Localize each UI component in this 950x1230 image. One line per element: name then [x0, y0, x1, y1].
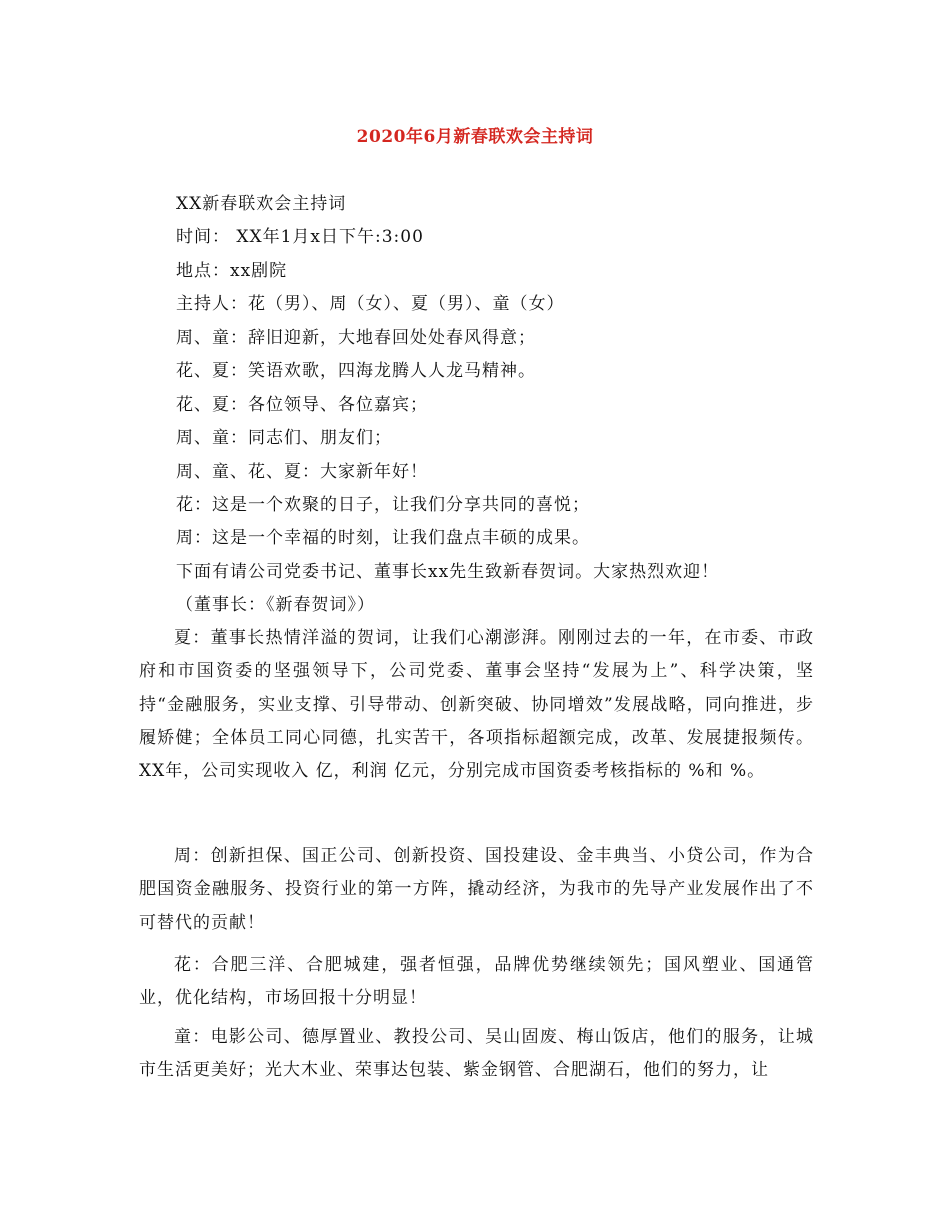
text-line: （董事长：《新春贺词》）: [176, 595, 375, 615]
text-line: 地点：xx剧院: [176, 261, 288, 281]
text-line: 花、夏：各位领导、各位嘉宾；: [176, 395, 428, 415]
text-line: 花、夏：笑语欢歌，四海龙腾人人龙马精神。: [176, 361, 536, 381]
body-paragraph: 周：创新担保、国正公司、创新投资、国投建设、金丰典当、小贷公司，作为合肥国资金融服务、投资行业的第一方阵，撬动经济，为我市的先导产业发展作出了不可替代的贡献！: [139, 846, 814, 933]
text-line: 时间： XX年1月x日下午:3:00: [176, 227, 424, 247]
body-paragraph: 夏：董事长热情洋溢的贺词，让我们心潮澎湃。刚刚过去的一年，在市委、市政府和市国资委的坚强领导下，公司党委、董事会坚持“发展为上”、科学决策，坚持“金融服务，实业支撑、引导带动、创新突破、协同增效”发展战略，同向推进，步履矫健；全体员工同心同德，扎实苦干，各项指标超额完成，改革、发展捷报频传。XX年，公司实现收入 亿，利润 亿元，分别完成市国资委考核指标的 %和 %。: [139, 628, 814, 782]
body-paragraph: 童：电影公司、德厚置业、教投公司、吴山固废、梅山饭店，他们的服务，让城市生活更美好；光大木业、荣事达包装、紫金钢管、合肥湖石，他们的努力，让: [139, 1027, 814, 1081]
text-line: 下面有请公司党委书记、董事长xx先生致新春贺词。大家热烈欢迎！: [176, 562, 720, 582]
text-line: 主持人：花（男）、周（女）、夏（男）、童（女）: [176, 294, 565, 314]
text-line: 周、童：辞旧迎新，大地春回处处春风得意；: [176, 328, 536, 348]
text-line: 周、童：同志们、朋友们；: [176, 428, 392, 448]
text-line: 花：这是一个欢聚的日子，让我们分享共同的喜悦；: [176, 495, 590, 515]
text-line: 周：这是一个幸福的时刻，让我们盘点丰硕的成果。: [176, 528, 590, 548]
text-line: 周、童、花、夏：大家新年好！: [176, 462, 428, 482]
body-paragraph: 花：合肥三洋、合肥城建，强者恒强，品牌优势继续领先；国风塑业、国通管业，优化结构，市场回报十分明显！: [139, 955, 814, 1009]
document-title: 2020年6月新春联欢会主持词: [356, 127, 594, 147]
text-line: XX新春联欢会主持词: [176, 194, 347, 214]
